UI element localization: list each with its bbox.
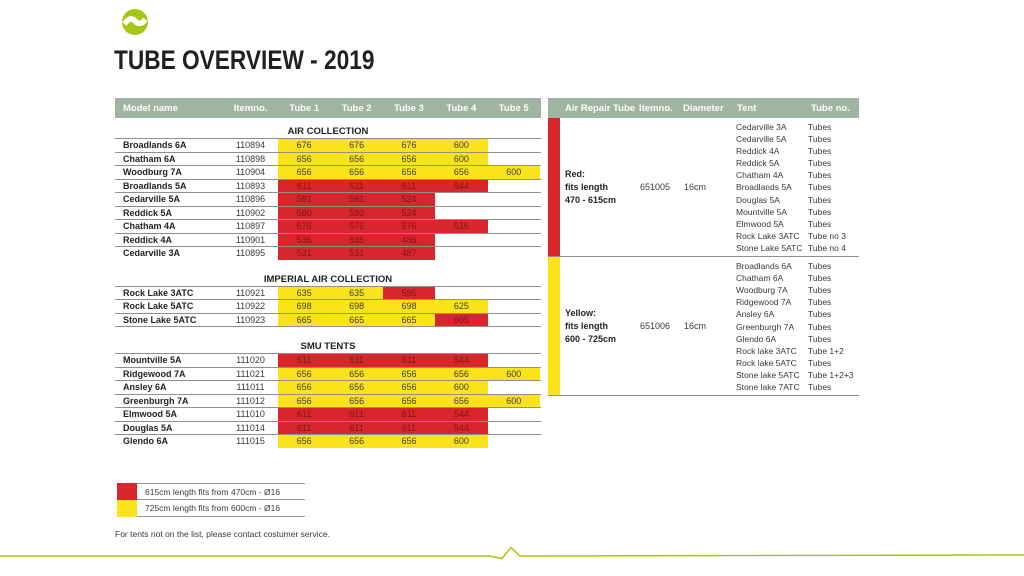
tent-name-cell: Rock lake 5ATC bbox=[736, 357, 797, 368]
itemno-cell: 110902 bbox=[235, 207, 266, 218]
tube-length-cell: 580 bbox=[278, 207, 330, 220]
tube-length-cell: 665 bbox=[383, 314, 435, 327]
tube-length-cell bbox=[488, 180, 540, 193]
tent-name-cell: Broadlands 6A bbox=[736, 261, 792, 272]
tube-no-cell: Tubes bbox=[808, 285, 832, 296]
tent-row bbox=[734, 369, 859, 381]
tent-row bbox=[734, 242, 859, 254]
tent-row bbox=[734, 345, 859, 357]
tube-length-cell: 665 bbox=[330, 314, 382, 327]
repair-table-header bbox=[548, 98, 859, 118]
model-name-cell: Broadlands 6A bbox=[123, 140, 187, 150]
tent-row bbox=[734, 181, 859, 193]
tube-length-cell: 698 bbox=[330, 300, 382, 313]
table-row bbox=[115, 299, 541, 313]
model-name-cell: Woodburg 7A bbox=[123, 167, 182, 177]
tube-length-cell: 531 bbox=[330, 247, 382, 260]
tube-length-cell: 580 bbox=[330, 207, 382, 220]
tent-row bbox=[734, 321, 859, 333]
tube-length-cell: 600 bbox=[435, 139, 487, 152]
tent-row bbox=[734, 206, 859, 218]
tube-length-cell bbox=[488, 300, 540, 313]
tent-list bbox=[734, 257, 859, 395]
repair-itemno-cell: 651005 bbox=[640, 182, 671, 193]
tube-no-cell: Tube 1+2 bbox=[808, 345, 844, 356]
red-color-bar bbox=[548, 118, 560, 256]
repair-table-body bbox=[548, 118, 859, 396]
tube-length-cell: 676 bbox=[330, 139, 382, 152]
tube-no-cell: Tubes bbox=[808, 194, 832, 205]
table-row bbox=[115, 138, 541, 152]
table-row bbox=[115, 192, 541, 206]
tube-length-cell bbox=[488, 220, 540, 233]
tube-length-cell: 524 bbox=[383, 207, 435, 220]
tube-length-cell: 611 bbox=[278, 180, 330, 193]
table-row bbox=[115, 353, 541, 367]
model-name-cell: Mountville 5A bbox=[123, 355, 182, 365]
tube-length-cell: 487 bbox=[383, 247, 435, 260]
red-legend-swatch bbox=[117, 483, 137, 500]
tube-no-cell: Tubes bbox=[808, 309, 832, 320]
table-row bbox=[115, 233, 541, 247]
tent-name-cell: Cedarville 5A bbox=[736, 134, 787, 145]
col-header-model-name: Model name bbox=[123, 102, 178, 114]
col-header-tube-2: Tube 2 bbox=[341, 102, 372, 114]
yellow-color-bar bbox=[548, 257, 560, 395]
itemno-cell: 111012 bbox=[236, 395, 265, 406]
tube-length-cell: 535 bbox=[330, 234, 382, 247]
tube-length-cell bbox=[488, 435, 540, 448]
tent-name-cell: Elmwood 5A bbox=[736, 218, 784, 229]
tube-length-cell: 581 bbox=[330, 193, 382, 206]
table-section bbox=[115, 273, 541, 328]
table-row bbox=[115, 286, 541, 300]
itemno-cell: 110893 bbox=[235, 180, 266, 191]
itemno-cell: 111010 bbox=[236, 409, 265, 419]
tube-length-cell bbox=[435, 287, 487, 300]
tube-length-cell: 611 bbox=[330, 180, 382, 193]
tube-length-cell: 698 bbox=[278, 300, 330, 313]
tube-no-cell: Tubes bbox=[808, 273, 832, 284]
tube-length-cell: 544 bbox=[435, 180, 487, 193]
itemno-cell: 110921 bbox=[235, 287, 266, 298]
tube-length-cell: 656 bbox=[330, 368, 382, 381]
table-row bbox=[115, 394, 541, 408]
tube-length-cell: 656 bbox=[383, 368, 435, 381]
table-row bbox=[115, 421, 541, 435]
tube-length-cell bbox=[488, 234, 540, 247]
yellow-legend-swatch bbox=[117, 500, 137, 517]
tube-length-cell: 576 bbox=[330, 220, 382, 233]
repair-label-line: Yellow: bbox=[565, 307, 597, 318]
tube-no-cell: Tubes bbox=[808, 182, 832, 193]
tube-no-cell: Tubes bbox=[808, 146, 832, 157]
itemno-cell: 110901 bbox=[235, 234, 266, 245]
tent-row bbox=[734, 260, 859, 272]
tent-name-cell: Greenburgh 7A bbox=[736, 321, 795, 332]
col-header-itemno: Itemno. bbox=[233, 102, 268, 114]
model-name-cell: Stone Lake 5ATC bbox=[123, 314, 197, 325]
tube-length-cell: 698 bbox=[383, 300, 435, 313]
tent-name-cell: Cedarville 3A bbox=[736, 122, 787, 132]
tube-length-cell: 656 bbox=[383, 381, 435, 394]
legend-row bbox=[117, 500, 305, 517]
tube-no-cell: Tubes bbox=[808, 158, 832, 169]
tent-row bbox=[734, 218, 859, 230]
tube-length-cell: 611 bbox=[278, 408, 330, 421]
tube-length-cell: 576 bbox=[278, 220, 330, 233]
air-repair-tube-table bbox=[548, 98, 859, 396]
model-name-cell: Douglas 5A bbox=[123, 422, 173, 433]
tent-name-cell: Stone lake 5ATC bbox=[736, 369, 800, 380]
tent-row bbox=[734, 121, 859, 133]
repair-diameter-cell: 16cm bbox=[684, 321, 707, 332]
repair-tube-label bbox=[560, 168, 636, 207]
tube-length-cell: 544 bbox=[435, 422, 487, 435]
section-title: IMPERIAL AIR COLLECTION bbox=[263, 273, 393, 285]
tube-length-cell: 600 bbox=[488, 395, 540, 408]
tube-length-cell: 611 bbox=[278, 354, 330, 367]
tent-row bbox=[734, 157, 859, 169]
tube-length-cell: 656 bbox=[435, 368, 487, 381]
tube-length-cell: 611 bbox=[330, 422, 382, 435]
footnote: For tents not on the list, please contact costumer service. bbox=[115, 529, 330, 539]
tube-length-cell: 656 bbox=[383, 166, 435, 179]
col-header-tube-5: Tube 5 bbox=[498, 102, 529, 114]
tent-name-cell: Rock lake 3ATC bbox=[736, 345, 797, 356]
itemno-cell: 111021 bbox=[236, 368, 265, 379]
tube-no-cell: Tube no 4 bbox=[808, 242, 846, 253]
table-row bbox=[115, 407, 541, 421]
tube-length-cell bbox=[488, 381, 540, 394]
page-title: TUBE OVERVIEW - 2019 bbox=[114, 45, 375, 75]
col-header-tube-3: Tube 3 bbox=[394, 102, 424, 114]
table-section bbox=[115, 340, 541, 448]
tube-length-cell: 611 bbox=[383, 354, 435, 367]
tube-no-cell: Tubes bbox=[808, 261, 832, 272]
col-header-diameter: Diameter bbox=[683, 102, 724, 114]
col-header-repair-itemno: Itemno. bbox=[639, 102, 673, 114]
tent-name-cell: Rock Lake 3ATC bbox=[736, 230, 800, 241]
model-name-cell: Chatham 6A bbox=[123, 153, 176, 164]
itemno-cell: 110904 bbox=[235, 167, 266, 177]
tent-name-cell: Reddick 5A bbox=[736, 158, 780, 169]
tube-length-cell: 600 bbox=[435, 153, 487, 166]
tube-length-cell: 611 bbox=[330, 408, 382, 421]
tube-length-cell bbox=[488, 247, 540, 260]
tube-length-cell: 625 bbox=[435, 300, 487, 313]
model-name-cell: Cedarville 5A bbox=[123, 194, 181, 204]
legend-row bbox=[117, 483, 305, 500]
tube-length-cell: 656 bbox=[330, 153, 382, 166]
tube-length-cell: 656 bbox=[278, 381, 330, 394]
tube-length-cell: 535 bbox=[278, 234, 330, 247]
repair-section bbox=[548, 257, 859, 396]
itemno-cell: 110922 bbox=[235, 301, 266, 311]
tube-length-cell: 600 bbox=[435, 435, 487, 448]
model-name-cell: Greenburgh 7A bbox=[123, 395, 189, 406]
tube-length-cell bbox=[435, 193, 487, 206]
itemno-cell: 110898 bbox=[235, 153, 266, 164]
tube-length-cell bbox=[435, 247, 487, 260]
tube-length-cell: 656 bbox=[383, 395, 435, 408]
itemno-cell: 111020 bbox=[236, 355, 265, 365]
tube-overview-table bbox=[115, 98, 541, 448]
tent-name-cell: Broadlands 5A bbox=[736, 182, 792, 193]
tube-length-cell: 656 bbox=[330, 381, 382, 394]
tent-name-cell: Ansley 6A bbox=[736, 309, 775, 320]
table-row bbox=[115, 206, 541, 220]
tent-name-cell: Chatham 6A bbox=[736, 273, 784, 284]
itemno-cell: 111014 bbox=[236, 422, 265, 433]
legend-label: 615cm length fits from 470cm - Ø16 bbox=[137, 483, 305, 500]
model-name-cell: Cedarville 3A bbox=[123, 248, 181, 258]
tube-length-cell: 656 bbox=[435, 166, 487, 179]
table-row bbox=[115, 246, 541, 260]
model-name-cell: Rock Lake 5ATC bbox=[123, 301, 194, 311]
tent-name-cell: Glendo 6A bbox=[736, 333, 777, 344]
tent-name-cell: Woodburg 7A bbox=[736, 285, 788, 296]
model-name-cell: Rock Lake 3ATC bbox=[123, 287, 194, 298]
tube-no-cell: Tubes bbox=[808, 381, 832, 392]
tube-length-cell: 600 bbox=[488, 166, 540, 179]
tube-no-cell: Tubes bbox=[808, 357, 832, 368]
tube-length-cell: 656 bbox=[435, 395, 487, 408]
model-name-cell: Chatham 4A bbox=[123, 221, 176, 231]
model-name-cell: Reddick 5A bbox=[123, 207, 173, 218]
tube-length-cell bbox=[488, 354, 540, 367]
tube-length-cell bbox=[488, 314, 540, 327]
tube-length-cell: 585 bbox=[383, 287, 435, 300]
tube-length-cell: 656 bbox=[278, 435, 330, 448]
tube-table-header bbox=[115, 98, 541, 118]
repair-section bbox=[548, 118, 859, 257]
tube-length-cell: 544 bbox=[435, 408, 487, 421]
tube-length-cell: 656 bbox=[278, 166, 330, 179]
tube-length-cell: 576 bbox=[383, 220, 435, 233]
repair-label-line: fits length bbox=[565, 181, 608, 192]
repair-label-line: 600 - 725cm bbox=[565, 333, 617, 344]
repair-itemno-cell: 651006 bbox=[640, 321, 671, 332]
repair-label-line: fits length bbox=[565, 320, 608, 331]
tent-row bbox=[734, 284, 859, 296]
itemno-cell: 110896 bbox=[235, 194, 266, 204]
tube-no-cell: Tubes bbox=[808, 321, 832, 332]
section-title: AIR COLLECTION bbox=[287, 126, 369, 137]
tube-length-cell bbox=[488, 139, 540, 152]
tube-length-cell: 635 bbox=[330, 287, 382, 300]
tube-length-cell: 524 bbox=[383, 193, 435, 206]
table-section bbox=[115, 125, 541, 260]
table-row bbox=[115, 165, 541, 179]
tube-length-cell bbox=[435, 207, 487, 220]
tube-no-cell: Tubes bbox=[808, 122, 832, 132]
model-name-cell: Elmwood 5A bbox=[123, 409, 178, 419]
tube-length-cell: 600 bbox=[488, 368, 540, 381]
model-name-cell: Glendo 6A bbox=[123, 436, 169, 446]
repair-diameter-cell: 16cm bbox=[684, 182, 707, 193]
tube-length-cell bbox=[488, 422, 540, 435]
repair-label-line: Red: bbox=[565, 168, 585, 179]
table-row bbox=[115, 380, 541, 394]
tube-length-cell bbox=[488, 193, 540, 206]
tent-row bbox=[734, 133, 859, 145]
model-name-cell: Broadlands 5A bbox=[123, 180, 187, 191]
tube-length-cell: 486 bbox=[383, 234, 435, 247]
tent-row bbox=[734, 145, 859, 157]
itemno-cell: 110897 bbox=[235, 221, 266, 231]
tube-table-body bbox=[115, 125, 541, 448]
tube-length-cell: 656 bbox=[330, 166, 382, 179]
section-title: SMU TENTS bbox=[300, 341, 356, 352]
tent-list bbox=[734, 118, 859, 256]
model-name-cell: Ansley 6A bbox=[123, 382, 167, 392]
table-row bbox=[115, 179, 541, 193]
itemno-cell: 111015 bbox=[236, 436, 265, 446]
tube-length-cell: 656 bbox=[278, 153, 330, 166]
tent-name-cell: Stone Lake 5ATC bbox=[736, 242, 803, 253]
tube-no-cell: Tubes bbox=[808, 134, 832, 145]
repair-tube-label bbox=[560, 307, 636, 346]
color-legend bbox=[117, 483, 305, 517]
tube-length-cell bbox=[488, 287, 540, 300]
tent-row bbox=[734, 230, 859, 242]
tube-length-cell: 611 bbox=[383, 422, 435, 435]
tent-name-cell: Ridgewood 7A bbox=[736, 297, 792, 308]
col-header-tube-4: Tube 4 bbox=[446, 102, 477, 114]
model-name-cell: Ridgewood 7A bbox=[123, 368, 186, 379]
tent-row bbox=[734, 272, 859, 284]
tube-length-cell: 611 bbox=[383, 180, 435, 193]
tube-length-cell: 581 bbox=[278, 193, 330, 206]
tube-length-cell: 605 bbox=[435, 314, 487, 327]
col-header-tube-1: Tube 1 bbox=[289, 102, 320, 114]
legend-label: 725cm length fits from 600cm - Ø16 bbox=[137, 500, 305, 517]
tube-length-cell: 611 bbox=[278, 422, 330, 435]
tent-row bbox=[734, 169, 859, 181]
tube-length-cell: 544 bbox=[435, 354, 487, 367]
tent-row bbox=[734, 381, 859, 393]
tube-length-cell bbox=[488, 207, 540, 220]
tube-length-cell: 611 bbox=[330, 354, 382, 367]
itemno-cell: 111011 bbox=[236, 382, 265, 392]
tube-length-cell bbox=[435, 234, 487, 247]
itemno-cell: 110923 bbox=[235, 314, 266, 325]
repair-label-line: 470 - 615cm bbox=[565, 194, 617, 205]
tube-length-cell: 676 bbox=[278, 139, 330, 152]
tube-length-cell bbox=[488, 153, 540, 166]
tube-no-cell: Tubes bbox=[808, 170, 832, 181]
tube-length-cell: 656 bbox=[330, 435, 382, 448]
table-row bbox=[115, 434, 541, 448]
tent-row bbox=[734, 308, 859, 320]
brand-logo-icon bbox=[122, 9, 148, 35]
tube-no-cell: Tube 1+2+3 bbox=[808, 369, 854, 380]
tube-no-cell: Tubes bbox=[808, 218, 832, 229]
tube-length-cell: 516 bbox=[435, 220, 487, 233]
tube-no-cell: Tubes bbox=[808, 206, 832, 217]
tube-length-cell: 676 bbox=[383, 139, 435, 152]
tent-row bbox=[734, 296, 859, 308]
tube-length-cell: 656 bbox=[278, 368, 330, 381]
tent-row bbox=[734, 357, 859, 369]
tent-name-cell: Douglas 5A bbox=[736, 194, 780, 205]
tent-name-cell: Reddick 4A bbox=[736, 146, 780, 157]
tent-name-cell: Chatham 4A bbox=[736, 170, 784, 181]
tube-length-cell: 656 bbox=[383, 435, 435, 448]
table-row bbox=[115, 219, 541, 233]
tube-length-cell: 656 bbox=[278, 395, 330, 408]
table-row bbox=[115, 313, 541, 327]
tube-length-cell: 656 bbox=[383, 153, 435, 166]
itemno-cell: 110895 bbox=[235, 248, 266, 258]
itemno-cell: 110894 bbox=[235, 140, 266, 150]
table-row bbox=[115, 152, 541, 166]
tent-row bbox=[734, 194, 859, 206]
pulse-divider-line bbox=[0, 544, 1024, 568]
tube-no-cell: Tubes bbox=[808, 333, 832, 344]
tube-no-cell: Tube no 3 bbox=[808, 230, 846, 241]
model-name-cell: Reddick 4A bbox=[123, 234, 173, 245]
tube-length-cell: 600 bbox=[435, 381, 487, 394]
tube-length-cell bbox=[488, 408, 540, 421]
tube-no-cell: Tubes bbox=[808, 297, 832, 308]
table-row bbox=[115, 367, 541, 381]
tube-length-cell: 656 bbox=[330, 395, 382, 408]
tube-length-cell: 611 bbox=[383, 408, 435, 421]
col-header-tube-no: Tube no. bbox=[811, 102, 850, 114]
tube-length-cell: 531 bbox=[278, 247, 330, 260]
tube-length-cell: 665 bbox=[278, 314, 330, 327]
tent-name-cell: Stone lake 7ATC bbox=[736, 381, 800, 392]
tube-length-cell: 635 bbox=[278, 287, 330, 300]
tent-name-cell: Mountville 5A bbox=[736, 206, 788, 217]
col-header-tent: Tent bbox=[737, 102, 757, 114]
tent-row bbox=[734, 333, 859, 345]
col-header-air-repair-tube: Air Repair Tube bbox=[565, 102, 636, 114]
